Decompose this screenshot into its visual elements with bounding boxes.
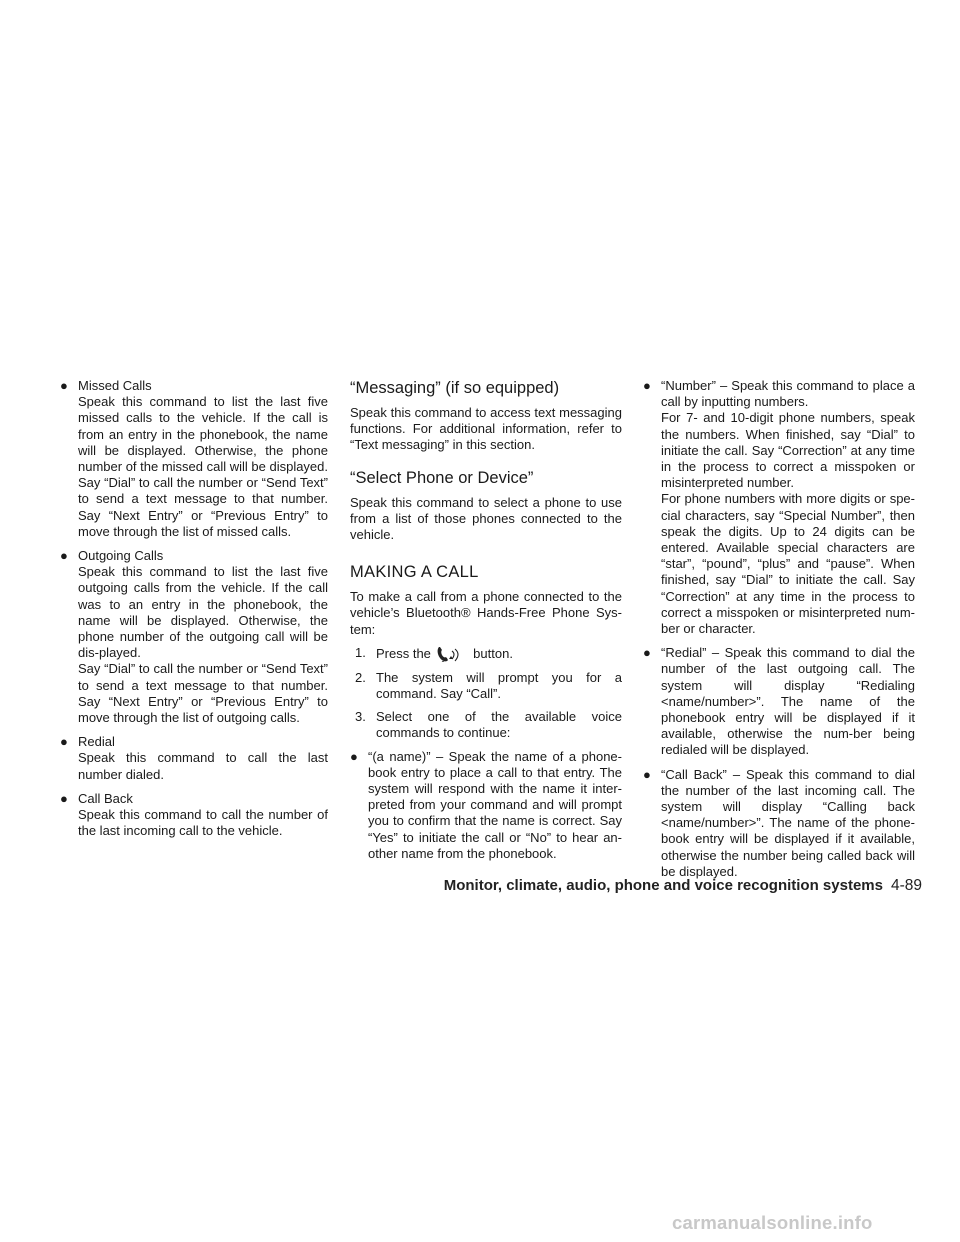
column-right — [643, 378, 915, 888]
heading-messaging: “Messaging” (if so equipped) — [350, 379, 560, 397]
heading-select-phone: “Select Phone or Device” — [350, 468, 534, 487]
step-2 — [355, 670, 622, 702]
item-title: Missed Calls — [78, 378, 152, 393]
bullet: ● — [60, 790, 68, 806]
step-number: 1. — [355, 644, 366, 660]
list-item-redial — [643, 645, 915, 758]
list-item-call-back — [643, 767, 915, 880]
footer-section-title: Monitor, climate, audio, phone and voice recognition systems — [443, 877, 883, 894]
page-footer — [422, 876, 922, 896]
step-1 — [355, 645, 622, 663]
item-text: “Call Back” – Speak this command to dial the number of the last incoming call. The system will display “Calling back <name/number>”. The name of the phone-book entry will be displayed if it available, otherwise the number being called back will be displayed. — [661, 766, 915, 879]
item-text: Speak this command to list the last five missed calls to the vehicle. If the call is from an entry in the phonebook, the name will be displayed. Otherwise, the phone number of the missed call will be displayed. — [78, 394, 329, 475]
paragraph-select-phone: Speak this command to select a phone to use from a list of those phones connected to the vehicle. — [350, 494, 622, 543]
item-title: Call Back — [78, 790, 133, 806]
heading-making-a-call: MAKING A CALL — [350, 563, 479, 582]
paragraph-making-a-call: To make a call from a phone connected to the vehicle’s Bluetooth® Hands-Free Phone Sys-tem: — [350, 589, 622, 637]
column-left — [60, 378, 328, 847]
item-text: For 7- and 10-digit phone numbers, speak the numbers. When finished, say “Dial” to initiate the call. Say “Correction” at any time in the process to correct a misspoken or misinterpreted number. — [661, 410, 915, 491]
step-number: 2. — [355, 669, 366, 685]
item-text: Speak this command to list the last five outgoing calls from the vehicle. If the call was to an entry in the phonebook, the name will be displayed. Otherwise, the phone number of the outgoing call will be dis-played. — [78, 564, 328, 661]
step-text-post: button. — [473, 645, 513, 661]
item-title: Redial — [78, 734, 115, 750]
item-text: Say “Dial” to call the number or “Send Text” to send a text message to that number. Say “Next Entry” or “Previous Entry” to move through the list of outgoing calls. — [78, 661, 328, 726]
list-item-missed-calls — [60, 378, 328, 540]
item-title: Outgoing Calls — [78, 548, 164, 564]
column-middle — [350, 378, 622, 862]
list-item-number — [643, 378, 915, 637]
page-number: 4-89 — [890, 877, 922, 894]
list-item-redial — [60, 734, 328, 783]
list-item-outgoing-calls — [60, 548, 328, 726]
bullet: ● — [350, 748, 358, 764]
item-text: “Number” – Speak this command to place a call by inputting numbers. — [661, 378, 915, 410]
item-text: Say “Dial” to call the number or “Send Text” to send a text message to that number. Say “Next Entry” or “Previous Entry” to move through the list of missed calls. — [78, 475, 328, 539]
step-text: The system will prompt you for a command. Say “Call”. — [376, 669, 622, 702]
watermark: carmanualsonline.info — [672, 1212, 873, 1233]
bullet: ● — [60, 734, 68, 750]
phone-talk-icon — [436, 645, 464, 663]
list-item-a-name — [350, 749, 622, 862]
paragraph-messaging: Speak this command to access text messaging functions. For additional information, refer to “Text messaging” in this section. — [350, 405, 622, 453]
bullet: ● — [60, 378, 68, 393]
item-text: For phone numbers with more digits or spe-cial characters, say “Special Number”, then speak the digits. Up to 24 digits can be entered. Available special characters are “star”, “pound”, “plus” and “pause”. When finished, say “Dial” to initiate the call. Say “Correction” at any time in the process to correct a misspoken or misinterpreted num-ber or character. — [661, 491, 915, 637]
bullet: ● — [643, 645, 651, 661]
list-item-call-back — [60, 791, 328, 840]
step-3 — [355, 709, 622, 741]
item-text: Speak this command to call the number of the last incoming call to the vehicle. — [78, 807, 328, 839]
bullet: ● — [643, 766, 651, 782]
item-text: Speak this command to call the last number dialed. — [78, 750, 328, 782]
item-text: “Redial” – Speak this command to dial the number of the last outgoing call. The system will display “Redialing <name/number>”. The name of the phonebook entry will be displayed if it available, otherwise the num-ber being redialed will be displayed. — [661, 645, 915, 758]
step-number: 3. — [355, 709, 366, 725]
step-text: Select one of the available voice commands to continue: — [376, 709, 622, 741]
bullet: ● — [60, 548, 68, 564]
item-text: “(a name)” – Speak the name of a phone-book entry to place a call to that entry. The system will respond with the name it inter-preted from your command and will prompt you to confirm that the name is correct. Say “Yes” to initiate the call or “No” to hear an-other name from the phonebook. — [368, 748, 622, 861]
step-text-pre: Press the — [376, 645, 431, 661]
bullet: ● — [643, 378, 651, 393]
